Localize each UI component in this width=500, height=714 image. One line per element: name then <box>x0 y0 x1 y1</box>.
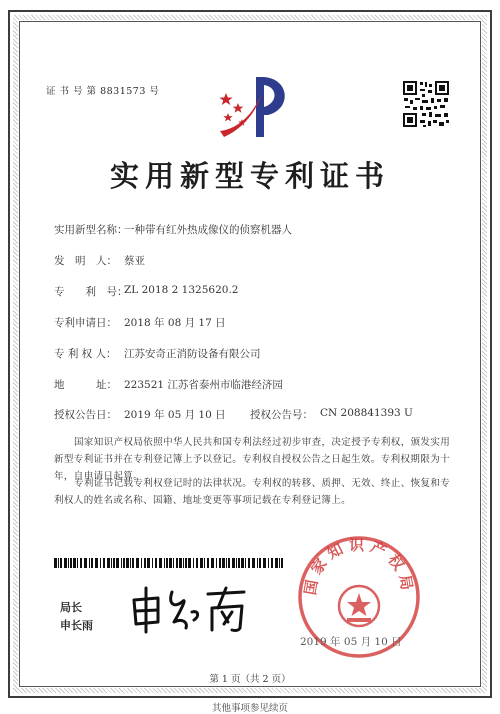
certificate-number: 证 书 号 第 8831573 号 <box>46 86 160 97</box>
field-label: 专 利 权 人： <box>54 348 117 360</box>
seal-text: 国家知识产权局 <box>301 536 417 597</box>
certificate-title: 实用新型专利证书 <box>109 159 390 193</box>
cnipa-logo-icon <box>212 73 292 143</box>
field-label: 专利申请日： <box>54 317 117 329</box>
national-emblem-icon <box>339 586 379 626</box>
grant-date: 2019 年 05 月 10 日 <box>124 409 226 421</box>
continuation-note: 其他事项参见续页 <box>211 703 288 714</box>
barcode-icon <box>54 558 286 568</box>
legal-paragraph-2 <box>54 475 454 509</box>
patent-number: ZL 2018 2 1325620.2 <box>124 284 239 296</box>
paragraph-line: 年，自申请日起算。 <box>54 471 144 482</box>
svg-text:国家知识产权局 <box>301 536 417 596</box>
handwritten-signature <box>128 582 250 634</box>
patentee-name: 江苏安奇正消防设备有限公司 <box>124 348 261 360</box>
paragraph-line: 专利证书记载专利权登记时的法律状况。专利权的转移、质押、无效、终止、恢复和专 <box>74 478 451 489</box>
address: 223521 江苏省泰州市临港经济园 <box>124 379 283 391</box>
field-label: 授权公告日： <box>54 409 117 421</box>
filing-date: 2018 年 08 月 17 日 <box>124 317 226 329</box>
field-label: 专 利 号： <box>54 286 128 298</box>
qr-code-icon <box>402 80 450 128</box>
field-label: 地 址： <box>54 379 117 391</box>
field-label: 授权公告号： <box>250 409 313 421</box>
page-indicator: 第 1 页（共 2 页） <box>209 674 291 685</box>
seal-date: 2019 年 05 月 10 日 <box>300 636 402 648</box>
inventor-name: 蔡亚 <box>124 255 145 267</box>
paragraph-line: 新型专利证书并在专利登记簿上予以登记。专利权自授权公告之日起生效。专利权期限为十 <box>54 454 451 465</box>
utility-model-name: 一种带有红外热成像仪的侦察机器人 <box>124 224 292 236</box>
grant-number: CN 208841393 U <box>320 407 413 419</box>
field-label: 实用新型名称： <box>54 224 128 236</box>
signatory-name: 申长雨 <box>60 619 93 632</box>
signatory-title: 局长 <box>60 601 82 614</box>
field-label: 发 明 人： <box>54 255 117 267</box>
paragraph-line: 利权人的姓名或名称、国籍、地址变更等事项记载在专利登记簿上。 <box>54 495 352 506</box>
paragraph-line: 国家知识产权局依照中华人民共和国专利法经过初步审查，决定授予专利权，颁发实用 <box>74 437 451 448</box>
